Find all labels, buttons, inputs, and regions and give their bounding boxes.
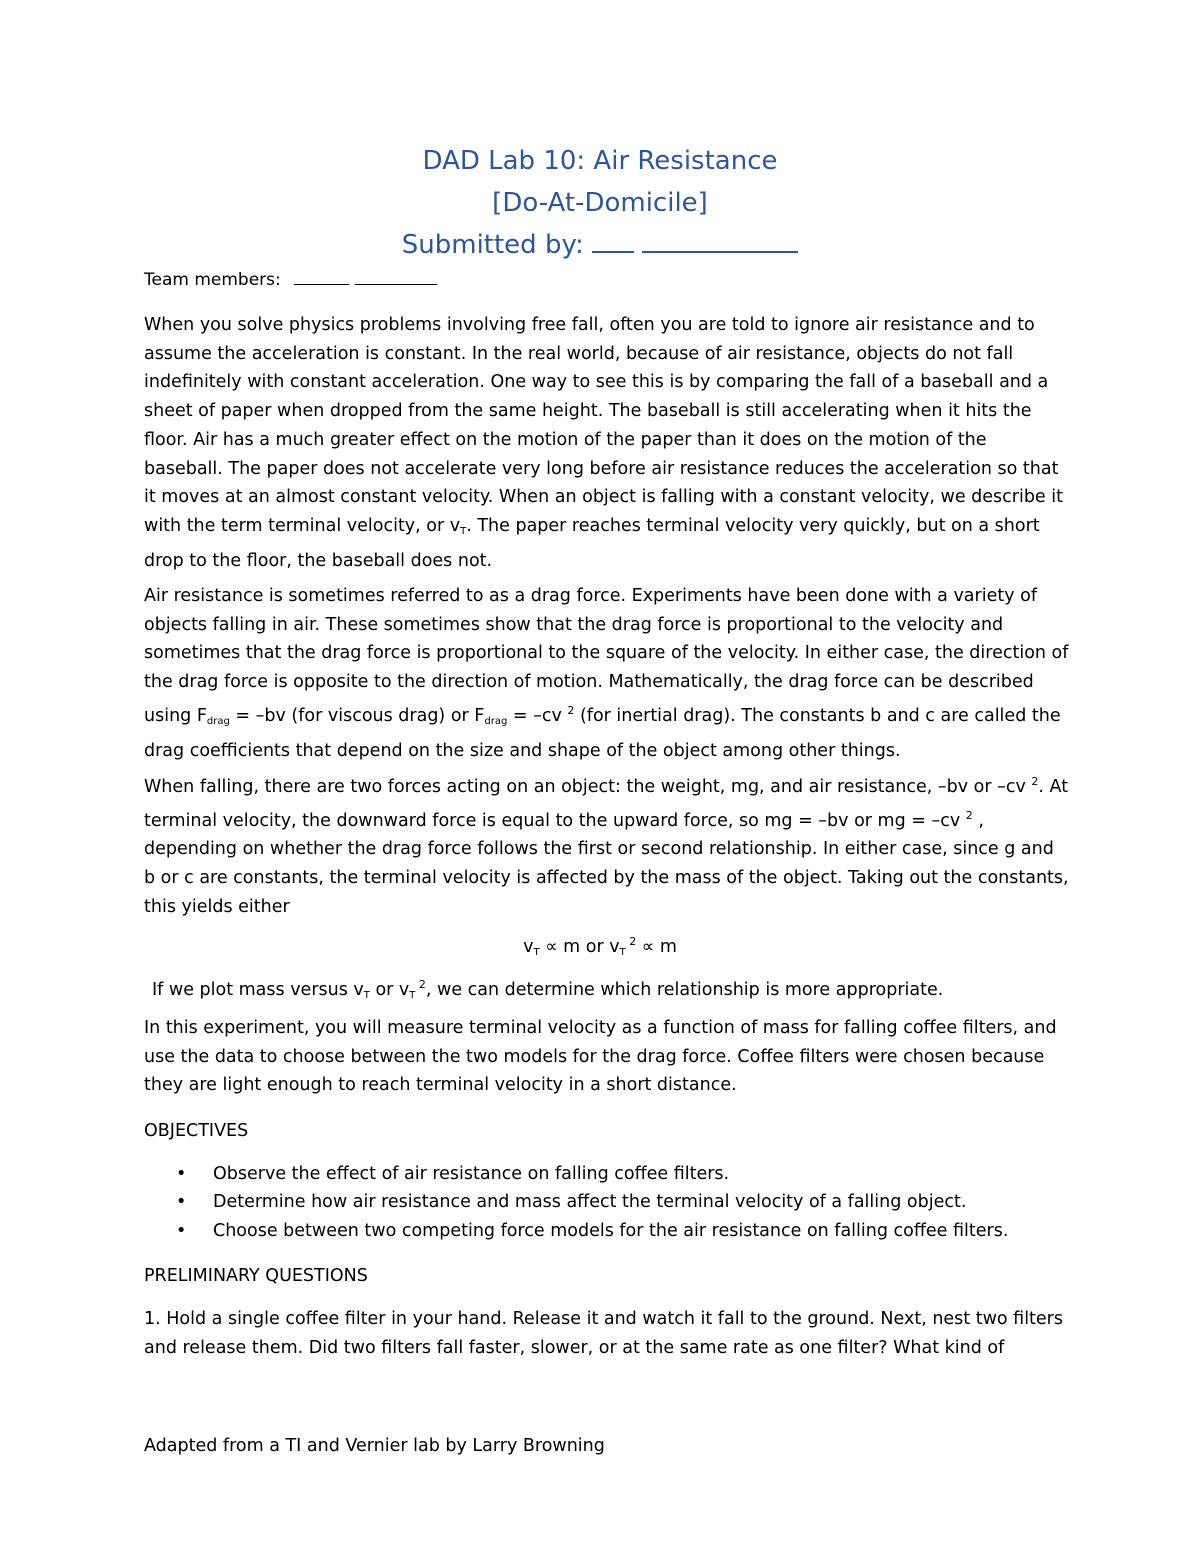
preliminary-questions-heading: PRELIMINARY QUESTIONS: [144, 1266, 368, 1286]
objective-item: • Observe the effect of air resistance on falling coffee filters.: [144, 1160, 1069, 1188]
experiment-paragraph: In this experiment, you will measure terminal velocity as a function of mass for falling coffee filters, and use the data to choose between the two models for the drag force. Coffee filters were chosen because they are light enough to reach terminal velocity in a short distance.: [144, 1018, 1057, 1096]
submitted-by-blank-2: [642, 229, 798, 253]
team-members-blank-2: [355, 270, 437, 285]
submitted-by-label: Submitted by:: [401, 230, 584, 260]
proportionality-equation: $v_T \propto m$ or $v_T$ $^2$ ∝ m: [523, 935, 677, 958]
objectives-heading: OBJECTIVES: [144, 1121, 249, 1141]
objective-item: • Choose between two competing force models for the air resistance on falling coffee filters.: [144, 1217, 1069, 1245]
intro-paragraph: When you solve physics problems involving free fall, often you are told to ignore air resistance and to assume the acceleration is constant. In the real world, because of air resistance, objects do not fall indefinitely with constant acceleration. One way to see this is by comparing the fall of a baseball and a sheet of paper when dropped from the same height. The baseball is still accelerating when it hits the floor. Air has a much greater effect on the motion of the paper than it does on the motion of the baseball. The paper does not accelerate very long before air resistance reduces the acceleration so that it moves at an almost constant velocity. When an object is falling with a constant velocity, we describe it with the term terminal velocity, or $v_T$. The paper reaches terminal velocity very quickly, but on a short drop to the floor, the baseball does not.: [144, 315, 1063, 571]
team-members-blank-1: [294, 270, 349, 285]
footer-attribution: Adapted from a TI and Vernier lab by Larry Browning: [144, 1436, 605, 1456]
plot-mass-line: If we plot mass versus $v_T$ or $v_T$ $^2$, we can determine which relationship is more appropriate.: [152, 978, 944, 1001]
drag-force-paragraph: Air resistance is sometimes referred to as a drag force. Experiments have been done with a variety of objects falling in air. These sometimes show that the drag force is proportional to the velocity and sometimes that the drag force is proportional to the square of the velocity. In either case, the direction of the drag force is opposite to the direction of motion. Mathematically, the drag force can be described using $F_{drag} = -bv$ (for viscous drag) or $F_{drag} = -cv$ $^2$ (for inertial drag). The constants b and c are called the drag coefficients that depend on the size and shape of the object among other things.: [144, 586, 1069, 761]
bullet-icon: •: [176, 1220, 187, 1241]
document-title: DAD Lab 10: Air Resistance: [422, 146, 778, 176]
bullet-icon: •: [176, 1192, 187, 1213]
submitted-by-line: [0, 229, 1200, 260]
team-members-label: Team members:: [144, 270, 281, 290]
document-subtitle: [Do-At-Domicile]: [492, 188, 708, 218]
team-members-line: [144, 270, 437, 290]
question-1: 1. Hold a single coffee filter in your hand. Release it and watch it fall to the ground. Next, nest two filters and release them. Did two filters fall faster, slower, or at the same rate as one filter? What kind of: [144, 1309, 1063, 1358]
bullet-icon: •: [176, 1164, 187, 1184]
falling-forces-paragraph: When falling, there are two forces acting on an object: the weight, mg, and air resistance, –bv or –cv $^2$. At terminal velocity, the downward force is equal to the upward force, so mg = –bv or mg = –cv $^2$ , depending on whether the drag force follows the first or second relationship. In either case, since g and b or c are constants, the terminal velocity is affected by the mass of the object. Taking out the constants, this yields either: [144, 775, 1069, 917]
objective-item: • Determine how air resistance and mass affect the terminal velocity of a falling object.: [144, 1188, 1069, 1216]
submitted-by-blank-1: [592, 229, 634, 253]
objectives-list: [144, 1160, 1069, 1245]
